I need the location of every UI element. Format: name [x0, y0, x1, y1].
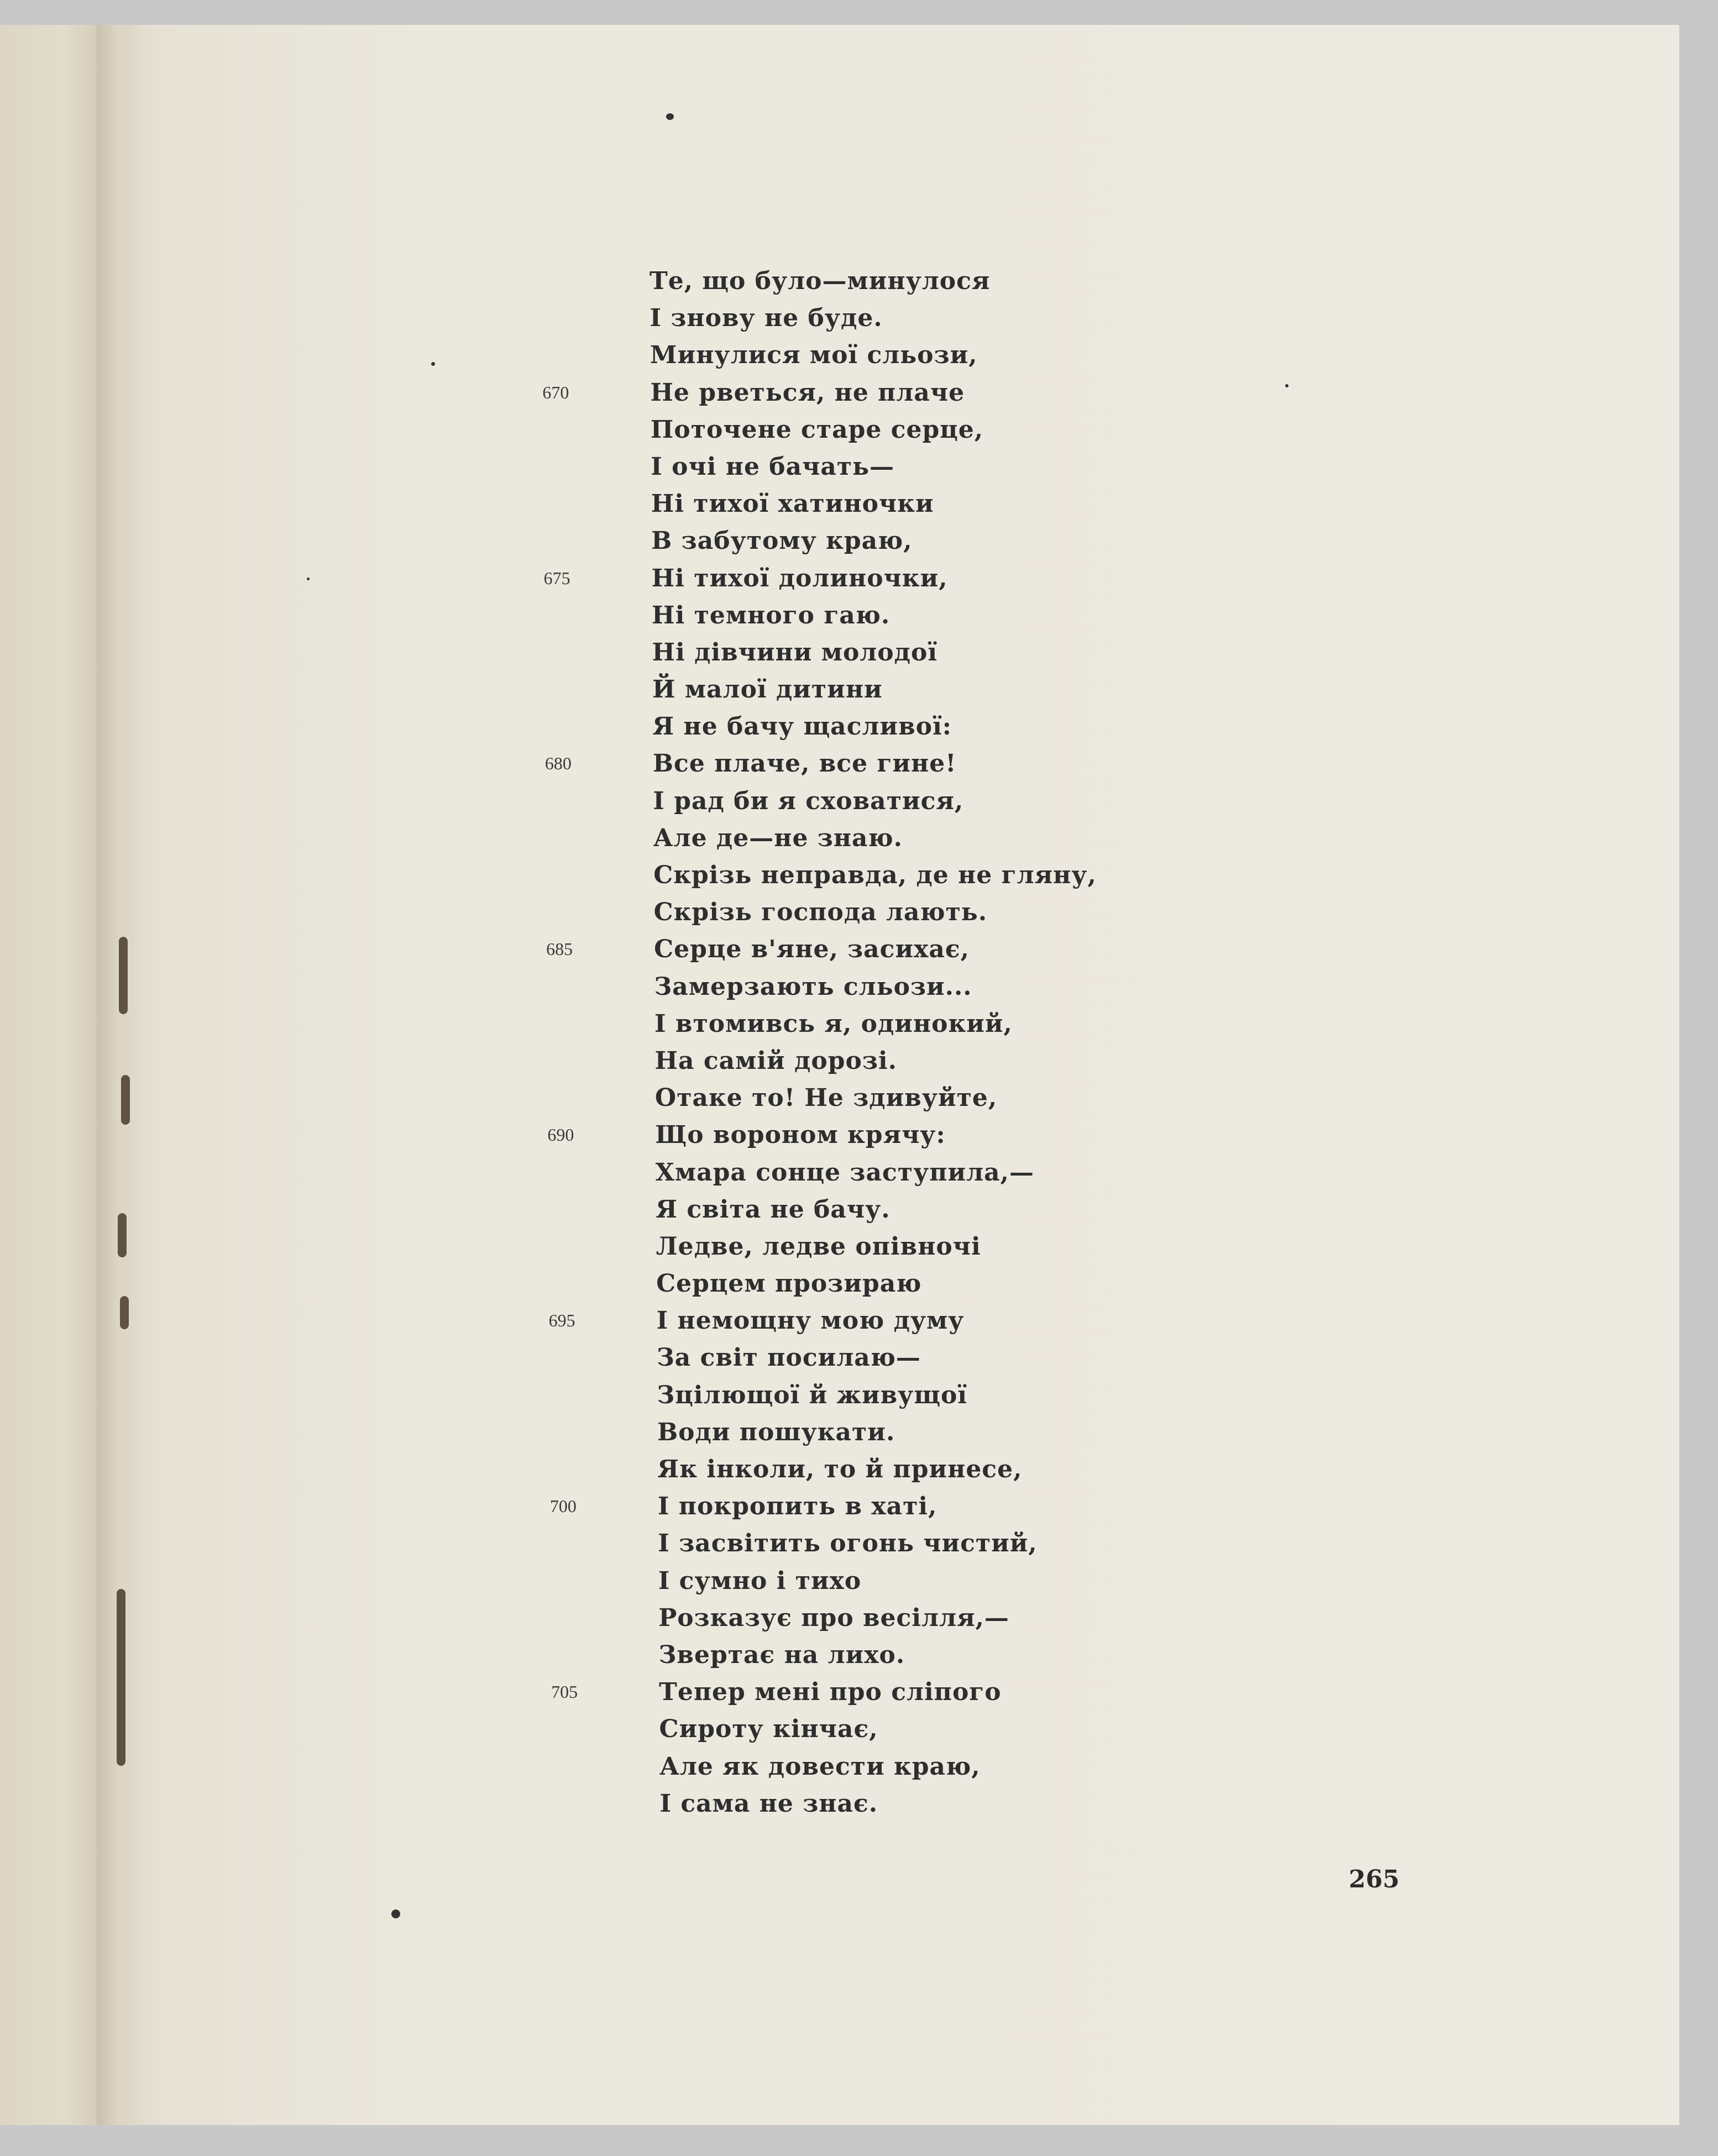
poem-line [653, 783, 1427, 820]
poem-line [650, 300, 1423, 337]
poem-line [653, 857, 1427, 894]
poem-line [659, 1748, 1433, 1785]
poem-line [651, 485, 1425, 522]
line-number: 675 [543, 568, 570, 588]
poem-line [654, 894, 1428, 931]
ink-speck [666, 113, 674, 120]
poem-line [651, 448, 1424, 485]
poem-line [657, 1451, 1431, 1488]
line-text: Але де—не знаю. [653, 823, 903, 852]
ink-speck [307, 578, 310, 580]
ink-speck [431, 362, 435, 366]
line-text: Що вороном крячу: [655, 1121, 946, 1150]
line-text: Як інколи, то й принесе, [657, 1455, 1023, 1483]
binding-stain [121, 1075, 130, 1125]
poem-line [542, 374, 1424, 411]
line-text: Скрізь господа лають. [653, 898, 988, 927]
poem-line [654, 1005, 1428, 1042]
line-text: Звертає на лихо. [658, 1640, 905, 1669]
poem-line [656, 1191, 1429, 1228]
poem-line [659, 1711, 1433, 1748]
line-text: Ні тихої долиночки, [651, 564, 948, 592]
line-text: Все плаче, все гине! [652, 749, 957, 778]
line-text: Води пошукати. [657, 1418, 895, 1446]
poem-line [658, 1525, 1432, 1562]
line-text: Поточене старе серце, [650, 415, 984, 444]
poem-line [656, 1265, 1430, 1302]
line-text: Ні тихої хатиночки [651, 490, 934, 518]
gutter-shadow [97, 25, 141, 2125]
ink-speck [391, 1910, 400, 1918]
line-text: І сумно і тихо [658, 1566, 862, 1595]
line-text: Розказує про весілля,— [658, 1603, 1009, 1632]
poem-line [658, 1562, 1432, 1599]
poem-line [651, 411, 1424, 448]
line-text: Зцілющої й живущої [657, 1381, 968, 1409]
line-text: Я не бачу щасливої: [652, 712, 952, 741]
line-text: Я світа не бачу. [656, 1195, 891, 1224]
line-text: І покропить в хаті, [657, 1492, 937, 1521]
line-text: Ні дівчини молодої [652, 638, 938, 667]
poem-line [658, 1599, 1432, 1636]
poem-line [653, 820, 1427, 857]
line-text: Але як довести краю, [659, 1752, 981, 1781]
poem-text [542, 263, 1423, 1822]
left-page-edge [0, 25, 97, 2125]
poem-line [652, 597, 1426, 634]
line-text: І засвітить огонь чистий, [658, 1529, 1038, 1558]
book-page [97, 25, 1679, 2125]
line-text: Й малої дитини [652, 675, 883, 704]
page-number: 265 [1349, 1865, 1400, 1893]
line-number: 690 [547, 1125, 574, 1145]
poem-line [654, 968, 1428, 1005]
line-text: І сама не знає. [659, 1789, 878, 1818]
binding-stain [117, 1589, 125, 1766]
line-text: Те, що було—минулося [650, 267, 991, 295]
poem-line [652, 708, 1426, 745]
poem-line [659, 1636, 1433, 1674]
line-text: Сироту кінчає, [659, 1715, 878, 1744]
binding-stain [118, 1213, 127, 1257]
line-number: 670 [542, 382, 569, 402]
line-text: Тепер мені про сліпого [659, 1678, 1002, 1707]
line-text: І немощну мою думу [656, 1307, 965, 1335]
poem-line [549, 1488, 1432, 1525]
line-text: Ледве, ледве опівночі [656, 1232, 981, 1261]
line-text: За світ посилаю— [657, 1344, 921, 1372]
line-text: Серцем прозираю [656, 1270, 922, 1298]
line-number: 680 [544, 753, 572, 774]
line-text: Отаке то! Не здивуйте, [654, 1084, 998, 1113]
poem-line [544, 745, 1427, 782]
poem-line [654, 1042, 1428, 1079]
poem-line [651, 522, 1425, 559]
line-text: Не рветься, не плаче [650, 378, 965, 407]
poem-line [657, 1339, 1431, 1376]
line-number: 700 [549, 1496, 577, 1517]
poem-line [548, 1302, 1431, 1339]
poem-line [650, 263, 1423, 300]
line-number: 685 [546, 939, 573, 959]
poem-line [659, 1785, 1433, 1822]
line-text: На самій дорозі. [654, 1046, 897, 1075]
poem-line [656, 1228, 1430, 1265]
poem-line [655, 1079, 1429, 1116]
poem-line [547, 1116, 1429, 1153]
line-text: І очі не бачать— [651, 452, 894, 481]
poem-line [650, 337, 1424, 374]
line-text: Серце в'яне, засихає, [654, 935, 970, 964]
line-text: Минулися мої сльози, [650, 341, 978, 370]
line-text: І втомивсь я, одинокий, [654, 1009, 1013, 1038]
line-text: Скрізь неправда, де не гляну, [653, 861, 1097, 889]
binding-stain [120, 1296, 129, 1329]
poem-line [657, 1377, 1431, 1414]
line-number: 705 [551, 1682, 578, 1702]
poem-line [652, 634, 1426, 671]
poem-line [657, 1414, 1431, 1451]
line-text: І рад би я сховатися, [653, 786, 964, 815]
poem-line [543, 560, 1426, 597]
poem-line [546, 931, 1428, 968]
poem-line [656, 1154, 1429, 1191]
line-text: В забутому краю, [651, 527, 913, 555]
line-text: Хмара сонце заступила,— [655, 1158, 1034, 1187]
line-text: І знову не буде. [650, 304, 883, 333]
line-number: 695 [548, 1310, 575, 1331]
poem-line [652, 671, 1426, 708]
line-text: Ні темного гаю. [652, 601, 891, 630]
line-text: Замерзають сльози... [654, 972, 972, 1001]
poem-line [551, 1674, 1433, 1711]
binding-stain [119, 937, 128, 1014]
